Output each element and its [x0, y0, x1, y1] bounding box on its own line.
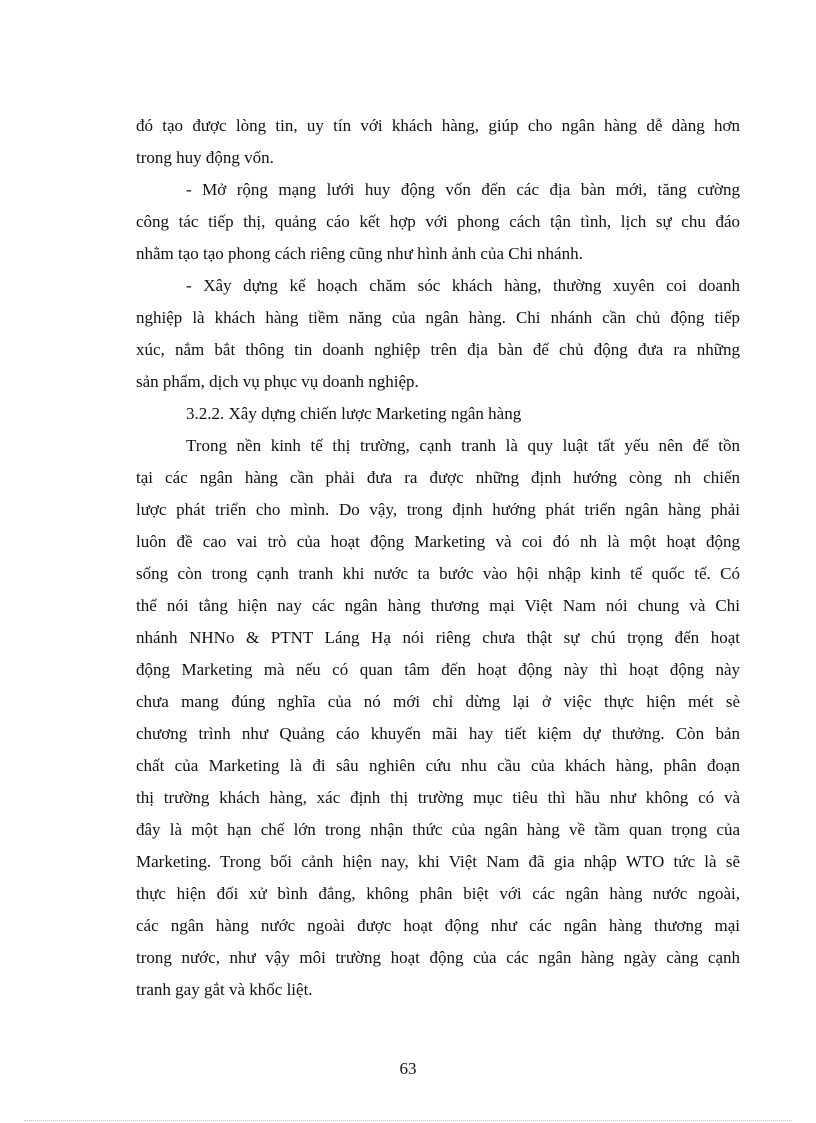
body-line: - Xây dựng kế hoạch chăm sóc khách hàng, thường xuyên coi doanh [186, 276, 740, 295]
body-line: thể nói tằng hiện nay các ngân hàng thương mại Việt Nam nói chung và Chi [136, 596, 740, 615]
section-heading: 3.2.2. Xây dựng chiến lược Marketing ngân hàng [186, 404, 522, 423]
body-line: nhánh NHNo & PTNT Láng Hạ nói riêng chưa thật sự chú trọng đến hoạt [136, 628, 740, 647]
body-line: thực hiện đối xử bình đẳng, không phân biệt với các ngân hàng nước ngoài, [136, 884, 740, 903]
body-line: trong huy động vốn. [136, 148, 274, 167]
body-line: nghiệp là khách hàng tiềm năng của ngân hàng. Chi nhánh cần chủ động tiếp [136, 308, 740, 327]
body-line: động Marketing mà nếu có quan tâm đến hoạt động này thì hoạt động này [136, 660, 740, 679]
body-line: lược phát triển cho mình. Do vậy, trong định hướng phát triển ngân hàng phải [136, 500, 740, 519]
body-line: các ngân hàng nước ngoài được hoạt động như các ngân hàng thương mại [136, 916, 740, 935]
body-line: sống còn trong cạnh tranh khi nước ta bước vào hội nhập kinh tế quốc tế. Có [136, 564, 740, 583]
body-line: chất của Marketing là đi sâu nghiên cứu nhu cầu của khách hàng, phân đoạn [136, 756, 740, 775]
body-line: công tác tiếp thị, quảng cáo kết hợp với phong cách tận tình, lịch sự chu đáo [136, 212, 740, 231]
body-line: đây là một hạn chế lớn trong nhận thức của ngân hàng về tầm quan trọng của [136, 820, 740, 839]
body-line: sản phẩm, dịch vụ phục vụ doanh nghiệp. [136, 372, 419, 391]
footer-divider [24, 1120, 792, 1121]
body-line: nhằm tạo tạo phong cách riêng cũng như hình ảnh của Chi nhánh. [136, 244, 583, 263]
body-line: Marketing. Trong bối cảnh hiện nay, khi Việt Nam đã gia nhập WTO tức là sẽ [136, 852, 740, 871]
page-number: 63 [399, 1059, 417, 1078]
body-line: chương trình như Quảng cáo khuyến mãi hay tiết kiệm dự thưởng. Còn bản [136, 724, 740, 743]
body-line: thị trường khách hàng, xác định thị trường mục tiêu thì hầu như không có và [136, 788, 740, 807]
body-line: luôn đề cao vai trò của hoạt động Marketing và coi đó nh là một hoạt động [136, 532, 740, 551]
body-line: tại các ngân hàng cần phải đưa ra được những định hướng còng nh chiến [136, 468, 740, 487]
body-line: trong nước, như vậy môi trường hoạt động của các ngân hàng ngày càng cạnh [136, 948, 740, 967]
body-line: đó tạo được lòng tin, uy tín với khách hàng, giúp cho ngân hàng dễ dàng hơn [136, 116, 740, 135]
body-line: tranh gay gắt và khốc liệt. [136, 980, 313, 999]
body-line: - Mở rộng mạng lưới huy động vốn đến các địa bàn mới, tăng cường [186, 180, 740, 199]
body-line: Trong nền kinh tế thị trường, cạnh tranh là quy luật tất yếu nên để tồn [186, 436, 740, 455]
body-line: xúc, nắm bắt thông tin doanh nghiệp trên địa bàn để chủ động đưa ra những [136, 340, 740, 359]
body-line: chưa mang đúng nghĩa của nó mới chỉ dừng lại ở việc thực hiện mét sè [136, 692, 740, 711]
